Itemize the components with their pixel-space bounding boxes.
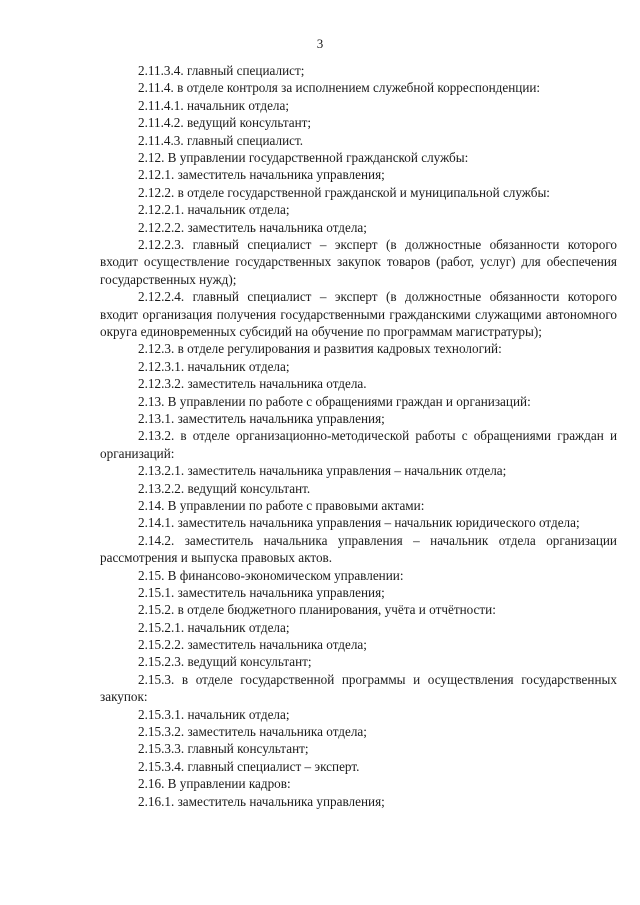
list-item: 2.16. В управлении кадров:: [138, 776, 291, 792]
list-item: 2.12.2.2. заместитель начальника отдела;: [138, 219, 367, 235]
list-item: 2.11.3.4. главный специалист;: [138, 63, 305, 78]
list-item: 2.13.2.1. заместитель начальника управления – начальник отдела;: [138, 463, 507, 479]
paragraph: 2.14.2. заместитель начальника управления – начальник отдела организации рассмотрения и выпуска правовых актов.: [100, 532, 617, 566]
list-item: 2.15.3.1. начальник отдела;: [138, 706, 290, 722]
list-item: 2.14. В управлении по работе с правовыми актами:: [138, 497, 425, 513]
list-item: 2.13.1. заместитель начальника управления;: [138, 410, 385, 426]
list-item: 2.12.3.1. начальник отдела;: [138, 358, 290, 374]
list-item: 2.15.2.2. заместитель начальника отдела;: [138, 637, 367, 653]
list-item: 2.11.4.2. ведущий консультант;: [138, 115, 312, 131]
list-item: 2.12.2.1. начальник отдела;: [138, 202, 290, 218]
list-item: 2.15.2.3. ведущий консультант;: [138, 654, 312, 670]
paragraph: 2.14.1. заместитель начальника управления – начальник юридического отдела;: [138, 515, 580, 531]
paragraph: 2.12.2.3. главный специалист – эксперт (в должностные обязанности которого входит осуществление государственных закупок товаров (работ, услуг) для обеспечения государственных нужд);: [100, 236, 617, 287]
list-item: 2.15.3.2. заместитель начальника отдела;: [138, 724, 367, 740]
list-item: 2.11.4.1. начальник отдела;: [138, 97, 290, 113]
list-item: 2.15.1. заместитель начальника управления;: [138, 584, 385, 600]
paragraph: 2.13.2. в отделе организационно-методической работы с обращениями граждан и организаций:: [100, 428, 617, 461]
list-item: 2.12.3. в отделе регулирования и развития кадровых технологий:: [138, 341, 502, 357]
list-item: 2.15.3.4. главный специалист – эксперт.: [138, 758, 360, 774]
list-item: 2.12. В управлении государственной гражданской службы:: [138, 149, 469, 165]
list-item: 2.15.2.1. начальник отдела;: [138, 619, 290, 635]
paragraph: 2.15.3. в отделе государственной программы и осуществления государственных закупок:: [100, 671, 617, 705]
list-item: 2.12.2. в отделе государственной гражданской и муниципальной службы:: [138, 184, 550, 200]
list-item: 2.12.3.2. заместитель начальника отдела.: [138, 376, 367, 392]
list-item: 2.15.2. в отделе бюджетного планирования, учёта и отчётности:: [138, 602, 496, 618]
list-item: 2.11.4. в отделе контроля за исполнением служебной корреспонденции:: [138, 80, 541, 96]
list-item: 2.16.1. заместитель начальника управления;: [138, 793, 385, 809]
list-item: 2.12.1. заместитель начальника управления;: [138, 167, 385, 183]
list-item: 2.11.4.3. главный специалист.: [138, 132, 304, 148]
paragraph: 2.12.2.4. главный специалист – эксперт (в должностные обязанности которого входит организация получения государственными гражданскими служащими автономного округа единовременных субсидий на обучение по программам магистратуры);: [100, 289, 617, 339]
list-item: 2.15.3.3. главный консультант;: [138, 741, 309, 757]
page-number: 3: [316, 36, 324, 51]
list-item: 2.13. В управлении по работе с обращениями граждан и организаций:: [138, 393, 531, 409]
list-item: 2.13.2.2. ведущий консультант.: [138, 480, 311, 496]
document-body: [100, 62, 617, 810]
list-item: 2.15. В финансово-экономическом управлении:: [138, 567, 404, 583]
